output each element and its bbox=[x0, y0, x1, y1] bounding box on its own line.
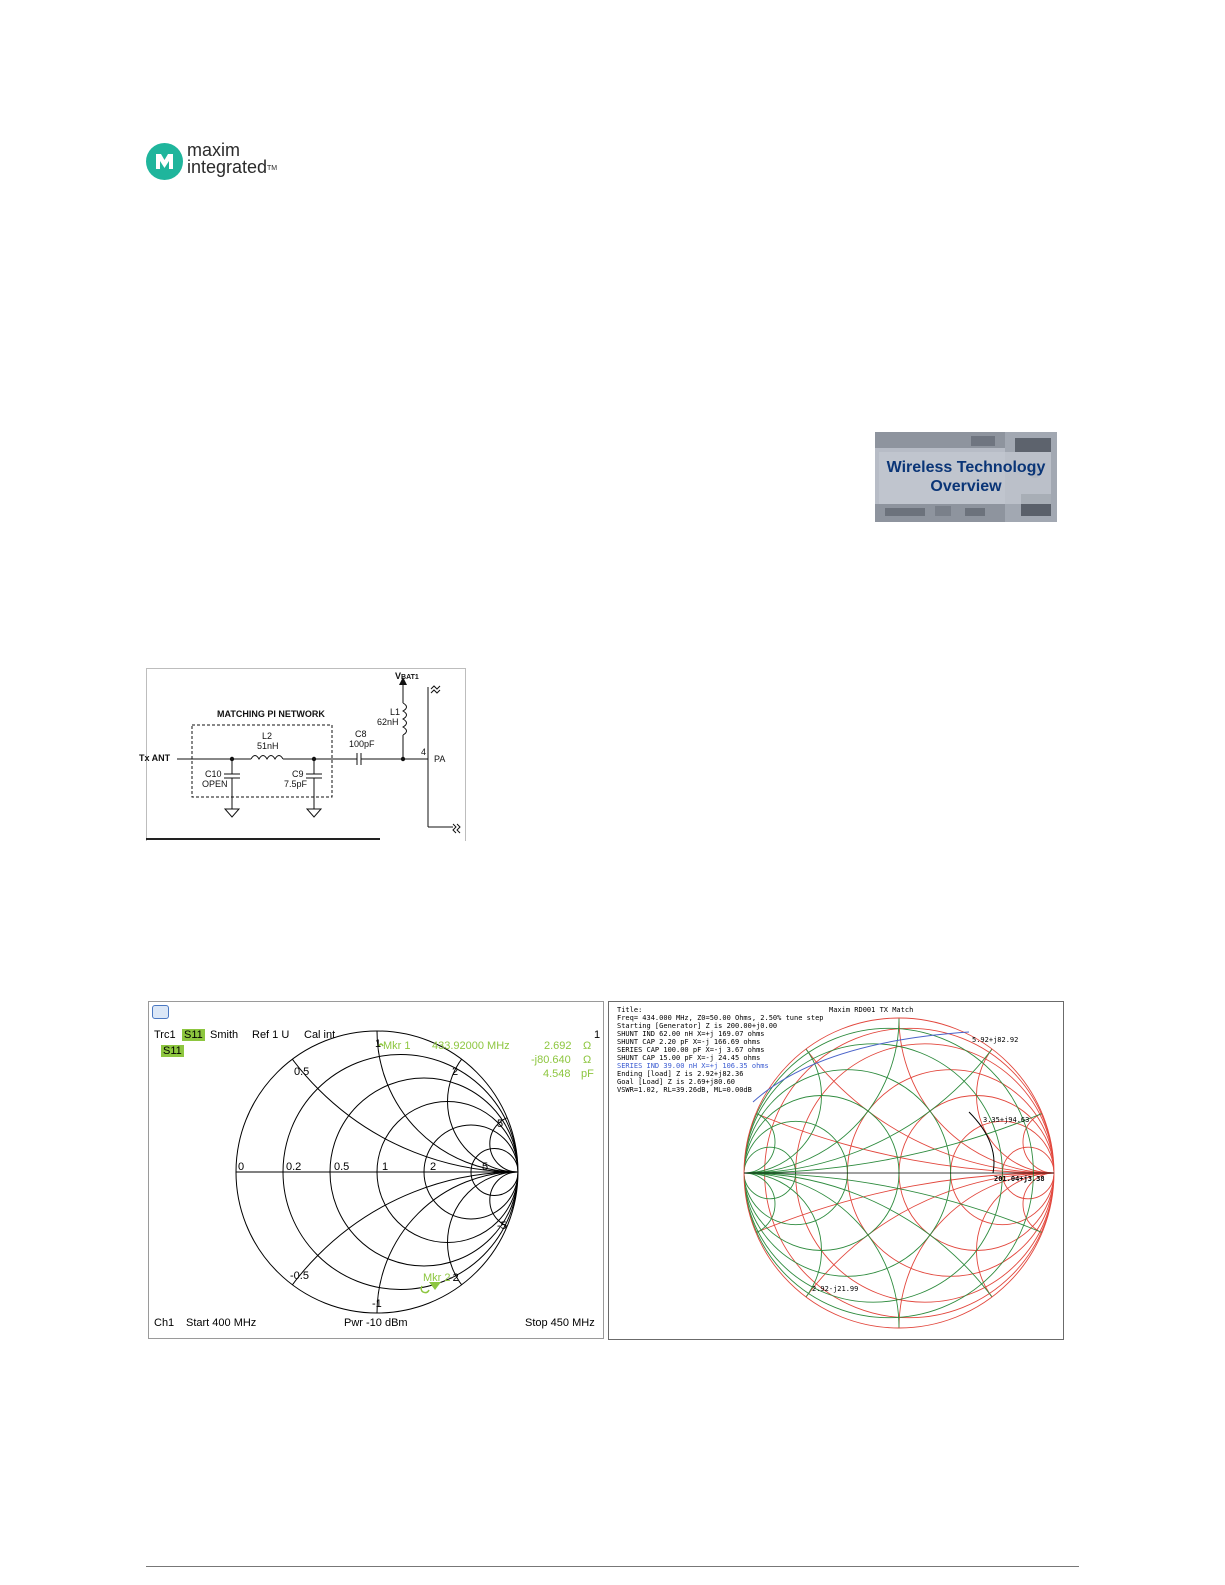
wireless-technology-banner[interactable] bbox=[875, 432, 1057, 522]
logo-line2: integrated bbox=[187, 157, 268, 177]
matching-network-label: MATCHING PI NETWORK bbox=[217, 709, 325, 719]
vna-cal: Cal int bbox=[304, 1029, 336, 1041]
marker1-reactance: -j80.640 bbox=[531, 1054, 571, 1066]
smith-line-7: SERIES IND 39.00 nH X=+j 106.35 ohms bbox=[617, 1062, 769, 1070]
smith-line-10: VSWR=1.02, RL=39.26dB, ML=0.00dB bbox=[617, 1086, 752, 1094]
lower-label-2: -2 bbox=[449, 1272, 459, 1284]
vbat-subscript: BAT1 bbox=[401, 674, 419, 681]
c10-name: C10 bbox=[205, 769, 222, 779]
point-label-2: 201.04+j3.38 bbox=[994, 1175, 1045, 1183]
vna-smith-chart bbox=[149, 1002, 603, 1338]
vbat-v: V bbox=[395, 671, 402, 681]
vna-ref: Ref 1 U bbox=[252, 1029, 290, 1041]
axis-label-5: 5 bbox=[482, 1161, 489, 1173]
banner-title bbox=[875, 458, 1057, 496]
footer-stop: Stop 450 MHz bbox=[525, 1317, 595, 1329]
marker2-label: Mkr 2 bbox=[423, 1272, 451, 1284]
lower-label-1: -1 bbox=[372, 1298, 382, 1310]
banner-line1: Wireless Technology bbox=[886, 459, 1046, 476]
vna-param[interactable]: S11 bbox=[184, 1029, 203, 1041]
marker1-resistance: 2.692 bbox=[544, 1040, 572, 1052]
maxim-logo bbox=[146, 140, 286, 185]
axis-label-2: 2 bbox=[430, 1161, 437, 1173]
vna-smith-screen bbox=[148, 1001, 604, 1339]
smith-tool-screen bbox=[608, 1001, 1064, 1340]
smith-line-4: SHUNT CAP 2.20 pF X=-j 166.69 ohms bbox=[617, 1038, 761, 1046]
lower-label-0-5: -0.5 bbox=[290, 1270, 309, 1282]
upper-label-5: 5 bbox=[497, 1118, 504, 1130]
l1-value: 62nH bbox=[377, 717, 399, 727]
page-bottom-rule bbox=[146, 1566, 1079, 1567]
marker1-resistance-unit: Ω bbox=[583, 1040, 592, 1052]
vna-trace: Trc1 bbox=[154, 1029, 176, 1041]
upper-label-0-5: 0.5 bbox=[294, 1066, 310, 1078]
marker1-reactance-unit: Ω bbox=[583, 1054, 592, 1066]
lower-label-5: -5 bbox=[497, 1220, 507, 1232]
smith-line-6: SHUNT CAP 15.00 pF X=-j 24.45 ohms bbox=[617, 1054, 761, 1062]
axis-label-0-2: 0.2 bbox=[286, 1161, 302, 1173]
smith-line-5: SERIES CAP 100.00 pF X=-j 3.67 ohms bbox=[617, 1046, 765, 1054]
marker1-frequency: 433.92000 MHz bbox=[432, 1040, 510, 1052]
smith-line-3: SHUNT IND 62.00 nH X=+j 169.07 ohms bbox=[617, 1030, 765, 1038]
upper-label-1: 1 bbox=[375, 1038, 382, 1050]
vbat-label bbox=[395, 671, 419, 683]
upper-label-2: 2 bbox=[452, 1066, 459, 1078]
c9-value: 7.5pF bbox=[284, 779, 308, 789]
l2-value: 51nH bbox=[257, 741, 279, 751]
c10-value: OPEN bbox=[202, 779, 228, 789]
tx-ant-label: Tx ANT bbox=[139, 753, 171, 763]
axis-label-0: 0 bbox=[238, 1161, 245, 1173]
c8-name: C8 bbox=[355, 729, 367, 739]
smith-tool-chart-title: Maxim RD001 TX Match bbox=[829, 1006, 914, 1014]
c8-value: 100pF bbox=[349, 739, 375, 749]
logo-wordmark bbox=[187, 142, 267, 176]
axis-label-1: 1 bbox=[382, 1161, 389, 1173]
pin-number: 4 bbox=[421, 747, 427, 757]
matching-network-schematic bbox=[139, 668, 466, 841]
marker1-capacitance-unit: pF bbox=[581, 1068, 594, 1080]
vna-channel-number: 1 bbox=[594, 1029, 601, 1041]
axis-label-0-5: 0.5 bbox=[334, 1161, 350, 1173]
l2-name: L2 bbox=[262, 731, 273, 741]
footer-channel: Ch1 bbox=[154, 1317, 175, 1329]
smith-line-8: Ending [load] Z is 2.92+j82.36 bbox=[617, 1070, 744, 1078]
marker1-capacitance: 4.548 bbox=[543, 1068, 571, 1080]
marker1-label: Mkr 1 bbox=[383, 1040, 411, 1052]
pa-label: PA bbox=[434, 754, 446, 764]
vna-param-tag[interactable]: S11 bbox=[163, 1045, 182, 1057]
banner-line2: Overview bbox=[930, 478, 1002, 495]
smith-line-1: Freq= 434.000 MHz, Z0=50.00 Ohms, 2.50% tune step bbox=[617, 1014, 824, 1022]
smith-line-2: Starting [Generator] Z is 200.00+j0.00 bbox=[617, 1022, 778, 1030]
point-label-3: 2.92-j21.99 bbox=[812, 1285, 859, 1293]
l1-name: L1 bbox=[390, 707, 401, 717]
vna-format: Smith bbox=[210, 1029, 239, 1041]
smith-line-0: Title: bbox=[617, 1006, 643, 1014]
point-label-1: 3.35+j94.63 bbox=[983, 1116, 1030, 1124]
logo-line1: maxim bbox=[187, 140, 240, 160]
footer-start: Start 400 MHz bbox=[186, 1317, 257, 1329]
footer-power: Pwr -10 dBm bbox=[344, 1317, 408, 1329]
smith-line-9: Goal [Load] Z is 2.69+j80.60 bbox=[617, 1078, 736, 1086]
schematic-rule bbox=[146, 838, 380, 840]
point-label-0: 5.92+j82.92 bbox=[972, 1036, 1019, 1044]
rs-logo-icon bbox=[152, 1005, 169, 1019]
schematic-drawing bbox=[147, 669, 465, 841]
maxim-logo-icon bbox=[146, 143, 183, 180]
logo-tm: TM bbox=[267, 165, 278, 172]
c9-name: C9 bbox=[292, 769, 304, 779]
